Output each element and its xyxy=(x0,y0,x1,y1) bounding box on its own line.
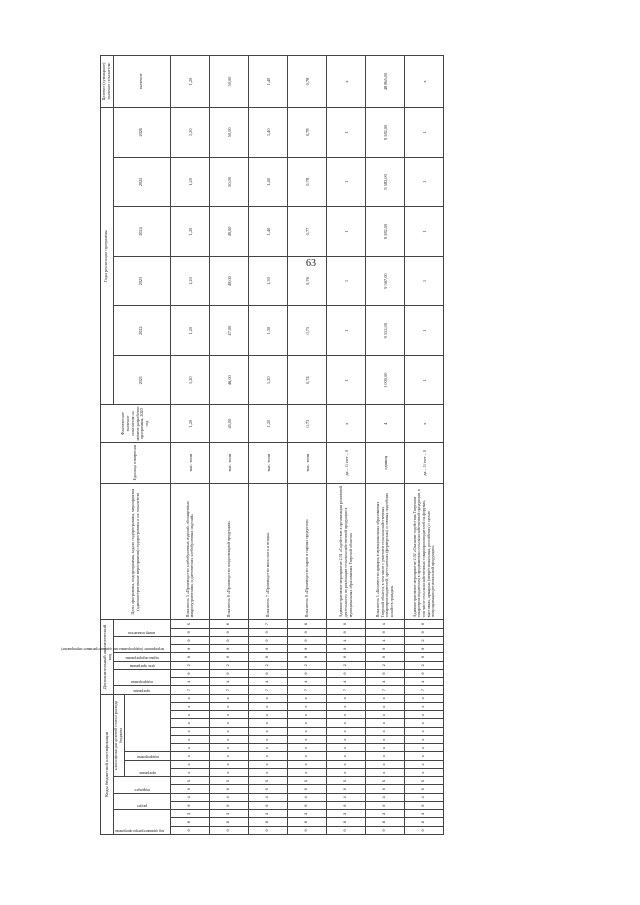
unit-cell: тыс. тонн xyxy=(249,442,288,483)
year-value-cell: 0,76 xyxy=(288,256,327,306)
fact-cell: 1,20 xyxy=(249,405,288,442)
code-cell: 5 xyxy=(171,777,210,785)
code-cell: 0 xyxy=(405,826,444,834)
year-value-cell: 0,78 xyxy=(288,157,327,207)
code-cell: x xyxy=(171,760,210,768)
code-cell: 0 xyxy=(288,802,327,810)
year-2022-header: 2022 xyxy=(113,306,171,356)
code-cell: 0 xyxy=(405,628,444,636)
code-cell: x xyxy=(210,711,249,719)
code-cell: 0 xyxy=(327,645,366,653)
code-cell: 4 xyxy=(405,678,444,686)
code-cell: 7 xyxy=(366,686,405,694)
code-cell: 0 xyxy=(249,653,288,661)
code-cell: x xyxy=(327,711,366,719)
code-cell: 0 xyxy=(366,785,405,793)
budget-codes-header: Коды бюджетной классификации xyxy=(101,694,114,834)
razdel-header: раздел xyxy=(113,793,171,810)
code-cell: x xyxy=(249,744,288,752)
code-cell: x xyxy=(210,760,249,768)
code-cell: x xyxy=(366,769,405,777)
year-value-cell: 1 xyxy=(405,256,444,306)
code-cell: 0 xyxy=(288,636,327,644)
goal-header: цель программы xyxy=(113,661,171,669)
code-cell: x xyxy=(288,719,327,727)
code-cell: 6 xyxy=(210,620,249,628)
code-cell: 4 xyxy=(210,678,249,686)
code-cell: x xyxy=(405,711,444,719)
indicator-name: Показатель 8 «Производство сыров и сырных продуктов» xyxy=(288,483,327,619)
fact-cell: х xyxy=(405,405,444,442)
code-cell: 5 xyxy=(366,777,405,785)
code-cell: 4 xyxy=(249,793,288,801)
code-cell: 7 xyxy=(288,686,327,694)
indicator-name: Показатель 7 «Производство мяса скота и птицы» xyxy=(249,483,288,619)
year-value-cell: 1,20 xyxy=(171,157,210,207)
code-cell: x xyxy=(210,727,249,735)
code-cell: x xyxy=(249,694,288,702)
year-2025-header: 2025 xyxy=(113,157,171,207)
year-value-cell: 0,77 xyxy=(288,207,327,257)
code-cell: 0 xyxy=(210,645,249,653)
code-cell: 0 xyxy=(210,636,249,644)
code-cell: x xyxy=(366,760,405,768)
code-cell: 8 xyxy=(288,620,327,628)
table-row xyxy=(249,56,288,835)
code-cell: x xyxy=(171,727,210,735)
target-cell: х xyxy=(405,56,444,108)
code-cell: x xyxy=(366,694,405,702)
year-value-cell: 1,20 xyxy=(171,207,210,257)
year-value-cell: 49,00 xyxy=(210,207,249,257)
code-cell: x xyxy=(327,744,366,752)
fact-cell: 4 xyxy=(366,405,405,442)
code-cell: x xyxy=(366,719,405,727)
code-cell: 0 xyxy=(366,653,405,661)
code-cell: x xyxy=(171,719,210,727)
year-value-cell: 1,30 xyxy=(249,306,288,356)
code-cell: 0 xyxy=(171,645,210,653)
code-cell: 2 xyxy=(210,661,249,669)
code-cell: 5 xyxy=(249,777,288,785)
code-cell: 0 xyxy=(171,653,210,661)
code-cell: x xyxy=(327,719,366,727)
code-cell: x xyxy=(327,769,366,777)
subprog-header: подпрограмма xyxy=(113,669,171,686)
code-cell: x xyxy=(366,744,405,752)
admin-code-header: код администратора программы xyxy=(113,810,171,835)
code-cell: 0 xyxy=(249,669,288,677)
code-cell: 5 xyxy=(327,777,366,785)
code-cell: 1 xyxy=(366,620,405,628)
code-cell: 4 xyxy=(249,678,288,686)
year-value-cell: 9 552,00 xyxy=(366,306,405,356)
year-value-cell: 1,40 xyxy=(249,157,288,207)
name-header: Цели программы, подпрограммы, задачи подпрограммы, мероприятия (административные мероприятия) подпрограммы и их показатели xyxy=(101,483,171,619)
code-cell: x xyxy=(288,711,327,719)
code-cell: 0 xyxy=(405,802,444,810)
year-value-cell: 1 xyxy=(327,108,366,158)
code-cell: 0 xyxy=(366,669,405,677)
code-cell: x xyxy=(366,727,405,735)
target-cell: 48 865,00 xyxy=(366,56,405,108)
code-cell: 4 xyxy=(327,678,366,686)
code-cell: x xyxy=(171,752,210,760)
code-cell: 0 xyxy=(249,636,288,644)
code-cell: 0 xyxy=(405,645,444,653)
years-header: Годы реализации программы xyxy=(101,108,114,405)
code-cell: 0 xyxy=(210,785,249,793)
code-cell: x xyxy=(210,694,249,702)
code-cell: 0 xyxy=(327,785,366,793)
target-cell: 50,00 xyxy=(210,56,249,108)
code-cell: 0 xyxy=(288,785,327,793)
unit-header: Единица измерения xyxy=(101,442,171,483)
fact-cell: х xyxy=(327,405,366,442)
year-value-cell: 1,40 xyxy=(249,108,288,158)
code-cell: x xyxy=(249,727,288,735)
code-cell: 0 xyxy=(327,826,366,834)
code-cell: 7 xyxy=(171,686,210,694)
year-value-cell: 1 xyxy=(405,306,444,356)
code-cell: 0 xyxy=(171,785,210,793)
code-cell: 2 xyxy=(405,636,444,644)
code-cell: x xyxy=(327,760,366,768)
code-cell: 0 xyxy=(366,802,405,810)
code-cell: 0 xyxy=(366,826,405,834)
code-cell: 0 xyxy=(288,826,327,834)
year-value-cell: 0,75 xyxy=(288,306,327,356)
code-cell: 0 xyxy=(288,628,327,636)
year-value-cell: 0,74 xyxy=(288,355,327,405)
code-cell: 3 xyxy=(210,810,249,818)
code-cell: 0 xyxy=(210,826,249,834)
unit-cell: единиц xyxy=(366,442,405,483)
code-cell: 0 xyxy=(210,669,249,677)
code-cell: 5 xyxy=(405,777,444,785)
code-cell: 0 xyxy=(405,669,444,677)
code-cell: 3 xyxy=(171,810,210,818)
code-cell: 0 xyxy=(171,636,210,644)
year-value-cell: 1,20 xyxy=(171,355,210,405)
year-value-cell: 1,20 xyxy=(171,256,210,306)
target-cell: 1,40 xyxy=(249,56,288,108)
code-cell: 8 xyxy=(171,818,210,826)
code-cell: x xyxy=(288,769,327,777)
code-cell: 4 xyxy=(366,793,405,801)
code-cell: x xyxy=(249,752,288,760)
code-cell: 7 xyxy=(327,686,366,694)
year-value-cell: 9 582,00 xyxy=(366,108,405,158)
code-cell: 7 xyxy=(210,686,249,694)
unit-cell: да – 1/ нет – 0 xyxy=(405,442,444,483)
code-cell: x xyxy=(171,744,210,752)
code-cell: 0 xyxy=(210,628,249,636)
year-value-cell: 50,00 xyxy=(210,108,249,158)
year-value-cell: 0,78 xyxy=(288,108,327,158)
indicator-name: Показатель 1 «Количество ярмарок в муниципальных образованиях Тверской области, в том числе с участием сельскохозяйственных товаропроизводителей, крестьянских (фермерских) и личных подсобных хозяйств граждан» xyxy=(366,483,405,619)
year-value-cell: 9 567,00 xyxy=(366,256,405,306)
code-cell: x xyxy=(405,694,444,702)
code-cell: 0 xyxy=(171,826,210,834)
code-cell: x xyxy=(210,752,249,760)
code-cell: x xyxy=(405,736,444,744)
year-value-cell: 9 582,00 xyxy=(366,207,405,257)
code-cell: 8 xyxy=(288,818,327,826)
code-cell: 8 xyxy=(366,818,405,826)
fact-cell: 0,73 xyxy=(288,405,327,442)
year-value-cell: 50,00 xyxy=(210,157,249,207)
code-cell: 3 xyxy=(249,810,288,818)
indicator-name: Показатель 6 «Производство плодоовощной продукции» xyxy=(210,483,249,619)
code-cell: 4 xyxy=(327,793,366,801)
table-row xyxy=(405,56,444,835)
code-cell: 8 xyxy=(249,818,288,826)
code-cell: 7 xyxy=(249,686,288,694)
code-cell: x xyxy=(288,744,327,752)
code-cell: 0 xyxy=(210,802,249,810)
code-cell: 0 xyxy=(249,628,288,636)
year-value-cell: 1,40 xyxy=(249,207,288,257)
task-header: задача подпрограммы xyxy=(113,653,171,661)
code-cell: 7 xyxy=(249,620,288,628)
code-cell: x xyxy=(327,694,366,702)
code-cell: 2 xyxy=(171,661,210,669)
cs-prog-header: программа xyxy=(125,760,171,777)
rotated-table-wrapper xyxy=(61,55,540,835)
target-header: Целевое (суммарное) значение показателя xyxy=(101,56,114,108)
unit-cell: тыс. тонн xyxy=(171,442,210,483)
code-cell: x xyxy=(249,769,288,777)
code-cell: 0 xyxy=(171,628,210,636)
code-cell: x xyxy=(171,769,210,777)
code-cell: x xyxy=(171,736,210,744)
code-cell: 2 xyxy=(327,661,366,669)
year-value-cell: 46,00 xyxy=(210,355,249,405)
code-cell: 3 xyxy=(288,810,327,818)
code-cell: x xyxy=(405,769,444,777)
year-2023-header: 2023 xyxy=(113,256,171,306)
table-row xyxy=(327,56,366,835)
addl-code-header: Дополнительный аналитический код xyxy=(101,620,114,694)
code-cell: 0 xyxy=(288,645,327,653)
year-value-cell: 48,00 xyxy=(210,256,249,306)
program-indicators-table xyxy=(61,55,444,835)
target-cell: 0,78 xyxy=(288,56,327,108)
year-value-cell: 1 xyxy=(327,355,366,405)
code-cell: 0 xyxy=(327,628,366,636)
prog-header: программа xyxy=(113,686,171,694)
year-value-cell: 1,20 xyxy=(171,306,210,356)
code-cell: 5 xyxy=(288,777,327,785)
code-cell: 0 xyxy=(405,620,444,628)
code-cell: x xyxy=(288,752,327,760)
num-header: номер показателя xyxy=(113,620,171,637)
code-cell: x xyxy=(210,719,249,727)
year-value-cell: 1 xyxy=(405,207,444,257)
code-cell: 0 xyxy=(288,653,327,661)
code-cell: x xyxy=(171,694,210,702)
code-cell: x xyxy=(366,703,405,711)
code-cell: x xyxy=(405,752,444,760)
code-cell: x xyxy=(171,703,210,711)
indicator-name: Административное мероприятие 2.01 «Содействие в организации розничной деятельности по реализации сельскохозяйственной продукции в муниципальных образованиях Тверской области» xyxy=(327,483,366,619)
table-row xyxy=(171,56,210,835)
code-cell: x xyxy=(366,752,405,760)
code-cell: 0 xyxy=(288,669,327,677)
code-cell: 5 xyxy=(210,777,249,785)
code-cell: x xyxy=(327,752,366,760)
code-cell: x xyxy=(288,760,327,768)
code-cell: x xyxy=(405,727,444,735)
table-row xyxy=(366,56,405,835)
fact-header: Фактическое значение показателя на момент разработки программы, 2020 год xyxy=(101,405,171,442)
indicator-name: Показатель 5 «Производство хлебобулочных изделий, обогащенных микронутриентами, и диетических хлебобулочных изделий» xyxy=(171,483,210,619)
code-cell: x xyxy=(366,736,405,744)
code-cell: 0 xyxy=(249,645,288,653)
code-cell: 8 xyxy=(327,818,366,826)
code-cell: 0 xyxy=(249,826,288,834)
code-cell: 0 xyxy=(249,802,288,810)
code-cell: x xyxy=(327,703,366,711)
code-cell: 0 xyxy=(327,653,366,661)
code-cell: 4 xyxy=(405,793,444,801)
code-cell: 0 xyxy=(405,785,444,793)
code-cell: x xyxy=(249,703,288,711)
podrazdel-header: подраздел xyxy=(113,777,171,794)
year-value-cell: 1 xyxy=(405,157,444,207)
code-cell: 2 xyxy=(249,661,288,669)
code-cell: 4 xyxy=(210,793,249,801)
year-value-cell: 1,20 xyxy=(171,108,210,158)
cs-subprog-header: подпрограмма xyxy=(125,752,171,760)
code-cell: 4 xyxy=(171,678,210,686)
code-cell: x xyxy=(405,703,444,711)
code-cell: 0 xyxy=(327,620,366,628)
code-cell: 1 xyxy=(327,636,366,644)
code-cell: x xyxy=(249,719,288,727)
year-value-cell: 1 xyxy=(405,355,444,405)
code-cell: 2 xyxy=(288,661,327,669)
year-value-cell: 47,00 xyxy=(210,306,249,356)
target-cell: х xyxy=(327,56,366,108)
fact-cell: 45,00 xyxy=(210,405,249,442)
unit-cell: тыс. тонн xyxy=(288,442,327,483)
code-cell: 3 xyxy=(327,810,366,818)
code-cell: 3 xyxy=(405,810,444,818)
code-cell: x xyxy=(366,711,405,719)
year-value-cell: 1 xyxy=(327,207,366,257)
code-cell: 4 xyxy=(366,678,405,686)
unit-cell: да – 1/ нет – 0 xyxy=(327,442,366,483)
year-value-cell: 1 xyxy=(327,306,366,356)
code-cell: x xyxy=(288,694,327,702)
code-cell: 2 xyxy=(405,661,444,669)
code-cell: x xyxy=(327,727,366,735)
code-cell: x xyxy=(249,760,288,768)
code-cell: 7 xyxy=(405,686,444,694)
year-value-cell: 1,20 xyxy=(249,355,288,405)
year-2021-header: 2021 xyxy=(113,355,171,405)
code-cell: x xyxy=(249,736,288,744)
year-value-cell: 1,30 xyxy=(249,256,288,306)
year-value-cell: 1 xyxy=(405,108,444,158)
code-cell: 8 xyxy=(210,818,249,826)
code-cell: 0 xyxy=(171,669,210,677)
code-cell: 0 xyxy=(366,628,405,636)
code-cell: 0 xyxy=(327,802,366,810)
target-cell: 1,20 xyxy=(171,56,210,108)
code-cell: 0 xyxy=(171,802,210,810)
code-cell: 0 xyxy=(366,645,405,653)
code-cell: x xyxy=(210,703,249,711)
year-2026-header: 2026 xyxy=(113,108,171,158)
code-cell: x xyxy=(405,744,444,752)
code-cell: 4 xyxy=(288,793,327,801)
code-cell: 4 xyxy=(288,678,327,686)
fact-cell: 1,20 xyxy=(171,405,210,442)
code-cell: x xyxy=(405,760,444,768)
code-cell: x xyxy=(249,711,288,719)
event-header: мероприятие (подпрограммы или административное мероприятие) xyxy=(113,636,171,653)
code-cell: x xyxy=(405,719,444,727)
indicator-name: Административное мероприятие 2.02 «Оказание содействия Тверским товаропроизводителям в продвижении сельскохозяйственной продукции, в том числе сельскохозяйственных товаропроизводителей на форумах, выставках, ярмарках (межрегиональных, российских) с целью популяризации региональной продукции» xyxy=(405,483,444,619)
code-cell: x xyxy=(327,736,366,744)
code-cell: 4 xyxy=(171,793,210,801)
code-cell: 1 xyxy=(366,636,405,644)
code-cell: x xyxy=(171,711,210,719)
code-cell: x xyxy=(210,736,249,744)
cs-rest-header xyxy=(125,694,171,752)
code-cell: 8 xyxy=(405,818,444,826)
code-cell: 0 xyxy=(327,669,366,677)
code-cell: 5 xyxy=(171,620,210,628)
code-cell: x xyxy=(288,727,327,735)
year-value-cell: 1 xyxy=(327,256,366,306)
table-row xyxy=(288,56,327,835)
table-row xyxy=(210,56,249,835)
code-cell: 0 xyxy=(210,653,249,661)
target-value-header: значение xyxy=(113,56,171,108)
year-value-cell: 1 000,00 xyxy=(366,355,405,405)
code-cell: 0 xyxy=(249,785,288,793)
code-cell: 2 xyxy=(366,661,405,669)
year-value-cell: 1 xyxy=(327,157,366,207)
code-cell: 3 xyxy=(366,810,405,818)
code-cell: x xyxy=(288,736,327,744)
year-2024-header: 2024 xyxy=(113,207,171,257)
unit-cell: тыс. тонн xyxy=(210,442,249,483)
code-cell: x xyxy=(210,744,249,752)
cs-header: классификация целевой статьи расхода бюджета xyxy=(113,694,125,777)
page-number: 63 xyxy=(306,258,316,269)
code-cell: 0 xyxy=(405,653,444,661)
year-value-cell: 9 582,00 xyxy=(366,157,405,207)
code-cell: x xyxy=(288,703,327,711)
code-cell: x xyxy=(210,769,249,777)
